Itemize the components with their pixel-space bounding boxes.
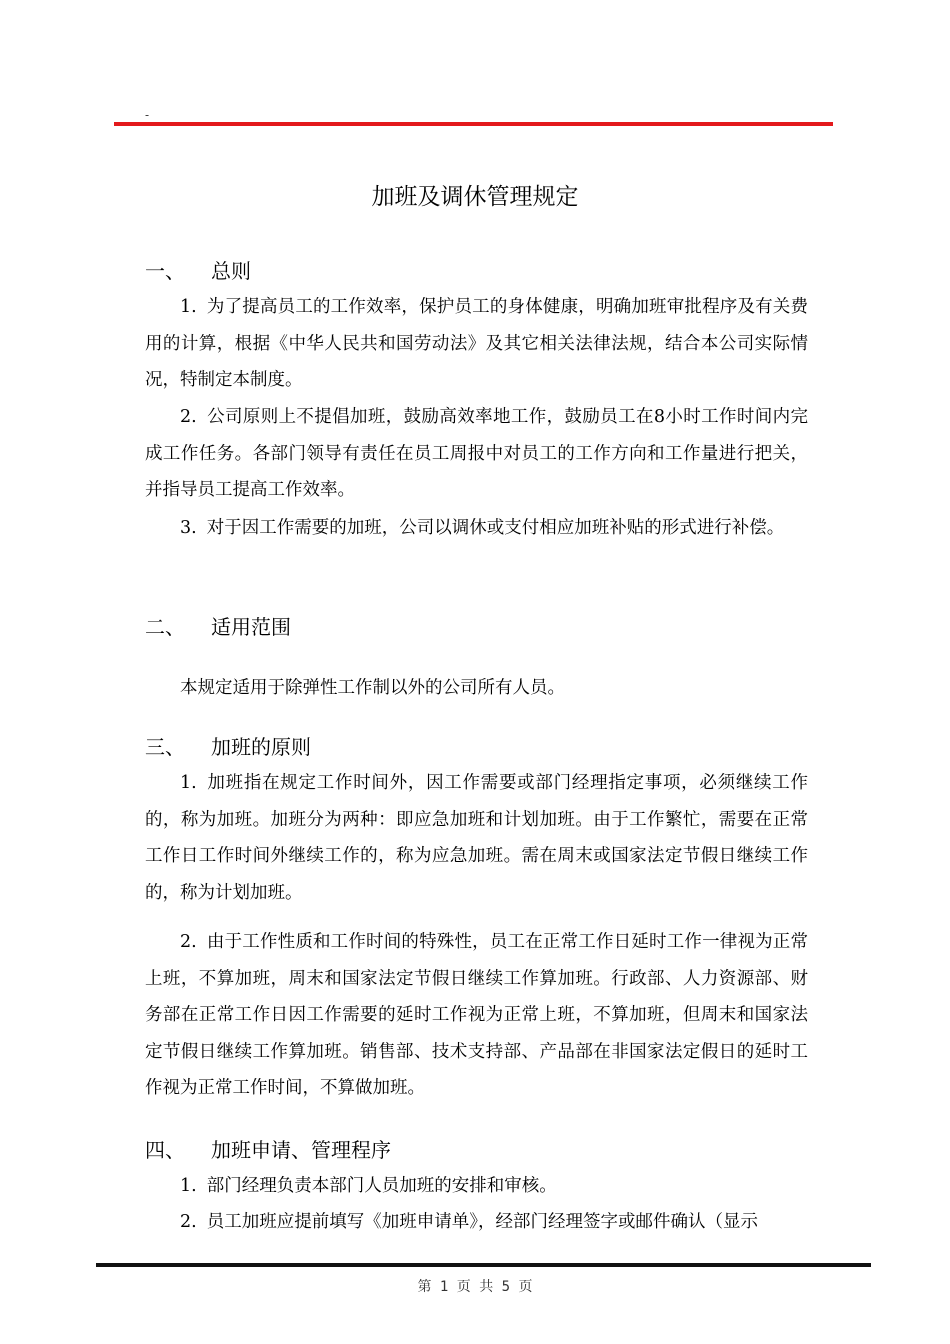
section-number: 三、: [145, 735, 185, 759]
section-title: 加班申请、管理程序: [211, 1138, 391, 1162]
item-number: 2.: [180, 1212, 197, 1232]
section-title: 总则: [211, 259, 251, 283]
item-number: 3.: [180, 518, 197, 538]
section-number: 四、: [145, 1138, 185, 1162]
item-text: 公司原则上不提倡加班，鼓励高效率地工作，鼓励员工在8小时工作时间内完成工作任务。各部门领导有责任在员工周报中对员工的工作方向和工作量进行把关，并指导员工提高工作效率。: [145, 407, 808, 500]
item-text: 对于因工作需要的加班，公司以调休或支付相应加班补贴的形式进行补偿。: [206, 518, 785, 538]
section-heading-3: [145, 734, 845, 760]
paragraph-2: 本规定适用于除弹性工作制以外的公司所有人员。: [180, 678, 565, 698]
section-number: 一、: [145, 259, 185, 283]
item-text: 加班指在规定工作时间外，因工作需要或部门经理指定事项，必须继续工作的，称为加班。加班分为两种：即应急加班和计划加班。由于工作繁忙，需要在正常工作日工作时间外继续工作的，称为应急加班。需在周末或国家法定节假日继续工作的，称为计划加班。: [145, 773, 808, 903]
item-number: 1.: [180, 773, 197, 793]
section-number: 二、: [145, 615, 185, 639]
header-mark: -: [145, 108, 150, 122]
page-number-footer: 第 1 页 共 5 页: [417, 1279, 533, 1295]
document-title: 加班及调休管理规定: [371, 184, 579, 210]
paragraph-1-1: [145, 289, 808, 399]
paragraph-4-2: [145, 1204, 808, 1241]
item-text: 为了提高员工的工作效率，保护员工的身体健康，明确加班审批程序及有关费用的计算，根据《中华人民共和国劳动法》及其它相关法律法规，结合本公司实际情况，特制定本制度。: [145, 297, 808, 390]
section-title: 适用范围: [211, 615, 291, 639]
paragraph-3-1: [145, 765, 808, 911]
paragraph-1-3: [145, 510, 808, 547]
item-text: 员工加班应提前填写《加班申请单》，经部门经理签字或邮件确认（显示: [206, 1212, 758, 1232]
item-number: 1.: [180, 297, 197, 317]
footer-rule: [96, 1263, 871, 1267]
item-number: 2.: [180, 407, 197, 427]
section-title: 加班的原则: [211, 735, 311, 759]
item-number: 2.: [180, 932, 197, 952]
section-heading-2: [145, 614, 845, 640]
item-text: 部门经理负责本部门人员加班的安排和审核。: [206, 1176, 557, 1196]
paragraph-3-2: [145, 924, 808, 1107]
item-number: 1.: [180, 1176, 197, 1196]
section-heading-1: [145, 258, 845, 284]
paragraph-4-1: [145, 1168, 808, 1205]
item-text: 由于工作性质和工作时间的特殊性，员工在正常工作日延时工作一律视为正常上班，不算加班，周末和国家法定节假日继续工作算加班。行政部、人力资源部、财务部在正常工作日因工作需要的延时工作视为正常上班，不算加班，但周末和国家法定节假日继续工作算加班。销售部、技术支持部、产品部在非国家法定假日的延时工作视为正常工作时间，不算做加班。: [145, 932, 808, 1098]
section-heading-4: [145, 1137, 845, 1163]
paragraph-1-2: [145, 399, 808, 509]
header-red-rule: [114, 122, 833, 126]
